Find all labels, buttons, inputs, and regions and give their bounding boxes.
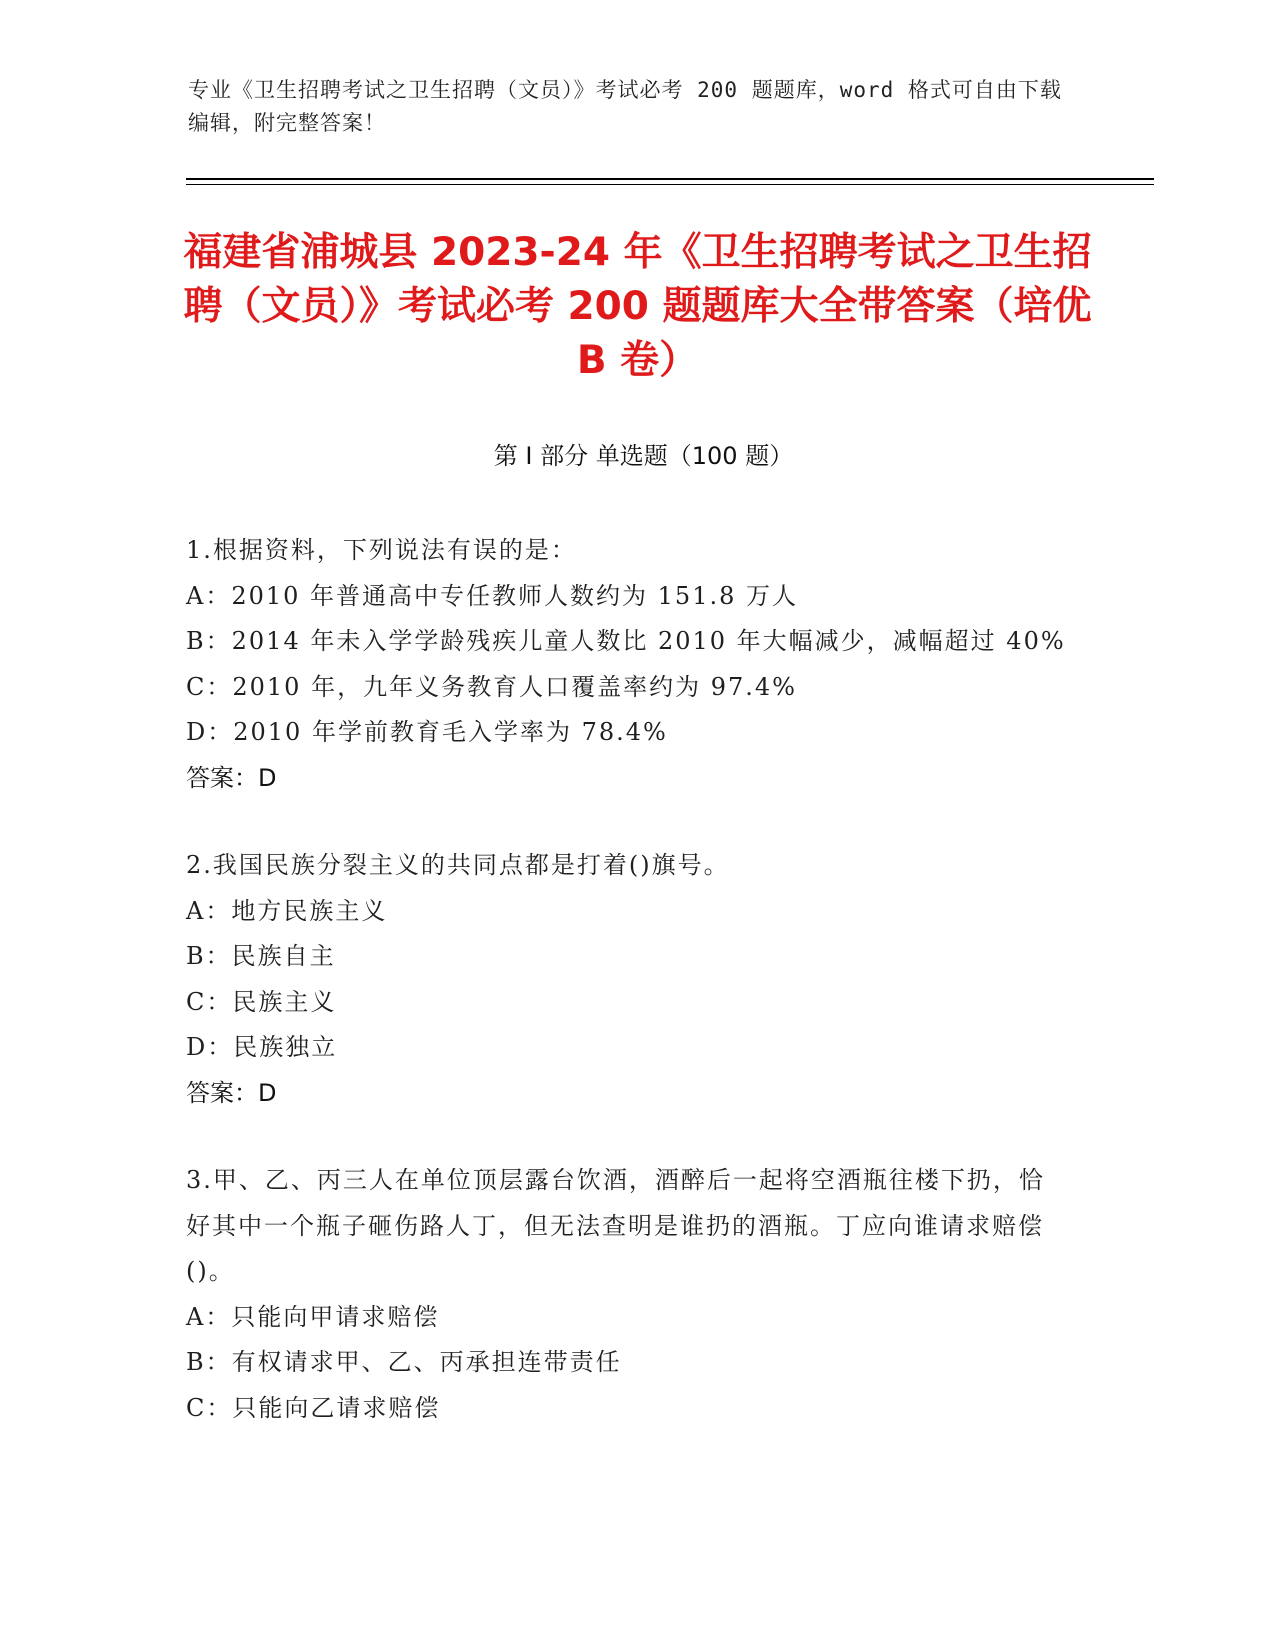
question-1-option-b: B：2014 年未入学学龄残疾儿童人数比 2010 年大幅减少，减幅超过 40% [186,627,1066,655]
question-2-stem: 2.我国民族分裂主义的共同点都是打着()旗号。 [186,851,730,879]
question-2-option-c: C：民族主义 [186,987,337,1016]
question-2-answer: 答案：D [186,1078,277,1107]
question-1-stem: 1.根据资料，下列说法有误的是： [186,536,577,564]
question-1-option-a: A：2010 年普通高中专任教师人数约为 151.8 万人 [186,581,799,610]
header-rule-thick [186,178,1154,180]
question-1-option-d: D：2010 年学前教育毛入学率为 78.4% [186,718,668,746]
question-2-option-b: B：民族自主 [186,942,336,970]
question-1 [186,528,1066,801]
question-2 [186,843,1066,1116]
question-3 [186,1158,1066,1431]
question-1-option-c: C：2010 年，九年义务教育人口覆盖率约为 97.4% [186,672,797,701]
question-2-option-d: D：民族独立 [186,1033,338,1061]
header-rule-thin [186,184,1154,185]
question-list [186,528,1066,1473]
question-3-option-c: C：只能向乙请求赔偿 [186,1393,441,1422]
question-3-option-a: A：只能向甲请求赔偿 [186,1302,440,1331]
question-1-answer: 答案：D [186,763,277,792]
header-note: 专业《卫生招聘考试之卫生招聘（文员）》考试必考 200 题题库，word 格式可自由下载编辑，附完整答案！ [188,78,1062,135]
question-3-option-b: B：有权请求甲、乙、丙承担连带责任 [186,1348,622,1376]
section-heading: 第 I 部分 单选题（100 题） [493,442,794,470]
document-title: 福建省浦城县 2023-24 年《卫生招聘考试之卫生招聘（文员）》考试必考 200 题题库大全带答案（培优 B 卷） [183,230,1092,383]
question-2-option-a: A：地方民族主义 [186,896,388,925]
question-3-stem: 3.甲、乙、丙三人在单位顶层露台饮酒，酒醉后一起将空酒瓶往楼下扔，恰好其中一个瓶子砸伤路人丁，但无法查明是谁扔的酒瓶。丁应向谁请求赔偿()。 [186,1166,1045,1285]
